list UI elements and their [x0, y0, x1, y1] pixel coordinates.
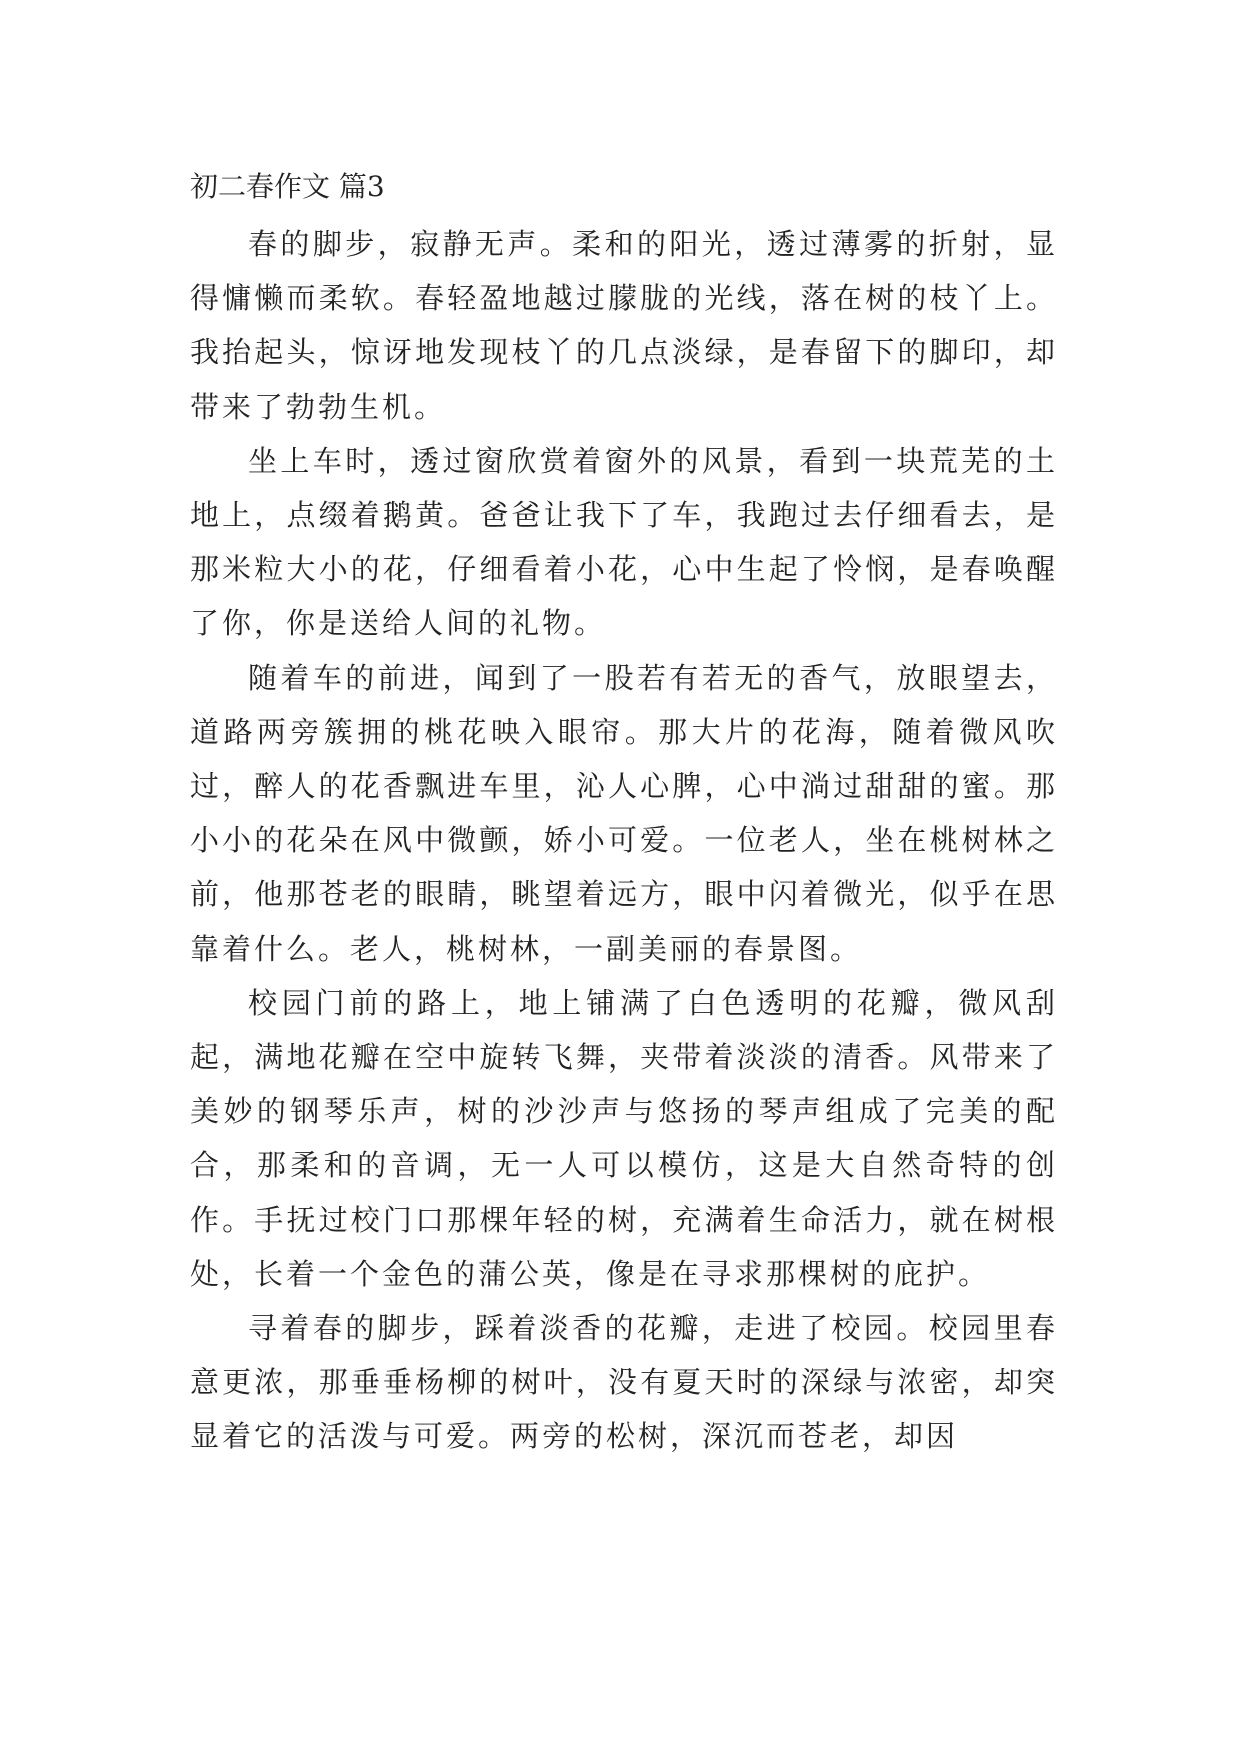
document-body — [190, 217, 1058, 1464]
paragraph: 春的脚步，寂静无声。柔和的阳光，透过薄雾的折射，显得慵懒而柔软。春轻盈地越过朦胧的光线，落在树的枝丫上。我抬起头，惊讶地发现枝丫的几点淡绿，是春留下的脚印，却带来了勃勃生机。 — [190, 227, 1058, 424]
paragraph: 寻着春的脚步，踩着淡香的花瓣，走进了校园。校园里春意更浓，那垂垂杨柳的树叶，没有夏天时的深绿与浓密，却突显着它的活泼与可爱。两旁的松树，深沉而苍老，却因 — [190, 1311, 1058, 1454]
paragraph: 校园门前的路上，地上铺满了白色透明的花瓣，微风刮起，满地花瓣在空中旋转飞舞，夹带着淡淡的清香。风带来了美妙的钢琴乐声，树的沙沙声与悠扬的琴声组成了完美的配合，那柔和的音调，无一人可以模仿，这是大自然奇特的创作。手抚过校门口那棵年轻的树，充满着生命活力，就在树根处，长着一个金色的蒲公英，像是在寻求那棵树的庇护。 — [190, 985, 1058, 1291]
paragraph: 坐上车时，透过窗欣赏着窗外的风景，看到一块荒芜的土地上，点缀着鹅黄。爸爸让我下了车，我跑过去仔细看去，是那米粒大小的花，仔细看着小花，心中生起了怜悯，是春唤醒了你，你是送给人间的礼物。 — [190, 443, 1058, 641]
paragraph: 随着车的前进，闻到了一股若有若无的香气，放眼望去，道路两旁簇拥的桃花映入眼帘。那大片的花海，随着微风吹过，醉人的花香飘进车里，沁人心脾，心中淌过甜甜的蜜。那小小的花朵在风中微颤，娇小可爱。一位老人，坐在桃树林之前，他那苍老的眼睛，眺望着远方，眼中闪着微光，似乎在思靠着什么。老人，桃树林，一副美丽的春景图。 — [190, 660, 1058, 966]
document-title: 初二春作文 篇3 — [190, 170, 385, 203]
